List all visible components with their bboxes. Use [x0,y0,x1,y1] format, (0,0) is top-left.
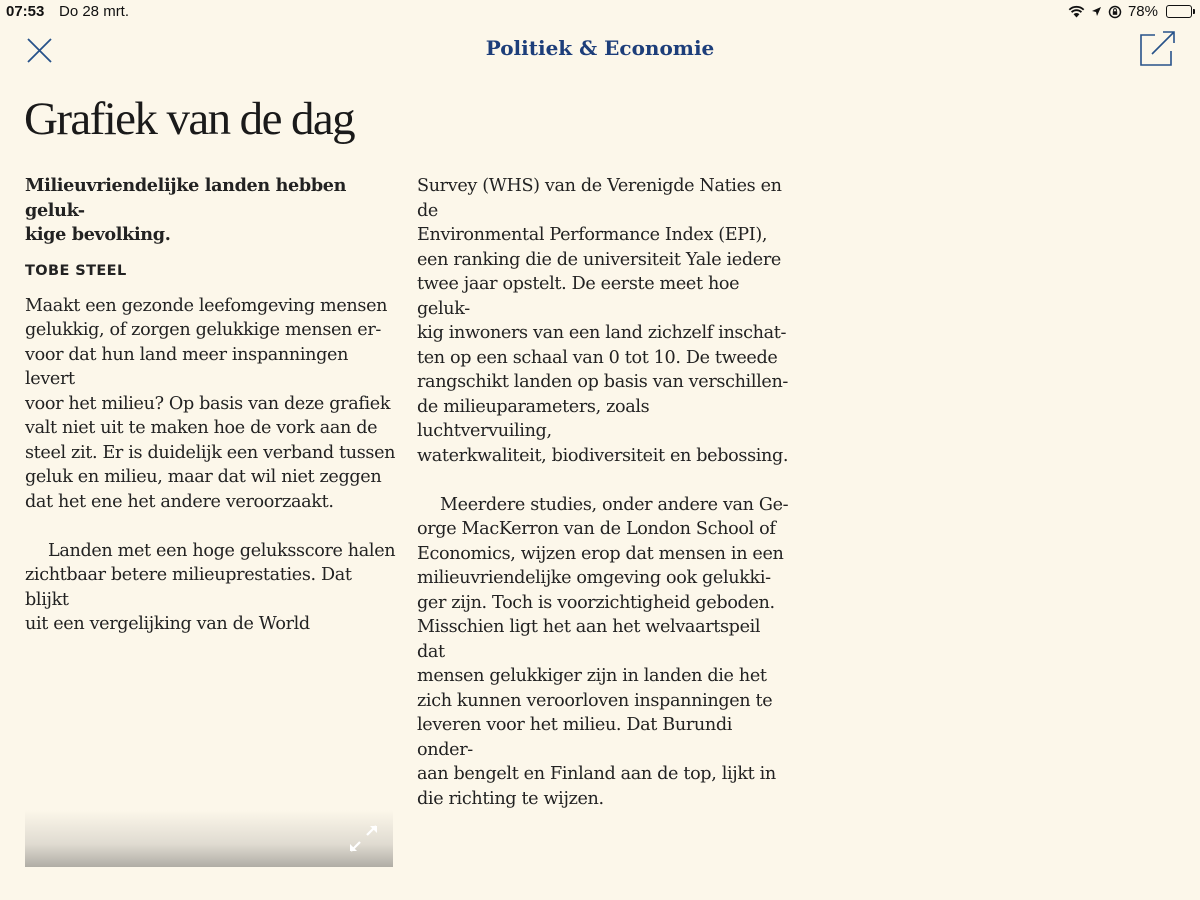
article-headline: Grafiek van de dag [24,93,355,145]
section-title: Politiek & Economie [485,36,715,60]
article-text-line: Survey (WHS) van de Verenigde Naties en de [417,176,782,221]
wifi-icon [1068,5,1085,18]
share-button[interactable] [1138,30,1178,68]
article-paragraph [417,174,789,468]
article-text-line: kig inwoners van een land zichzelf inschat- [417,323,787,343]
article-text-line: geluk en milieu, maar dat wil niet zeggen [25,467,382,487]
article-lead-line: kige bevolking. [25,224,171,245]
article-text-line: leveren voor het milieu. Dat Burundi onder- [417,715,733,760]
status-bar [0,0,1200,24]
expand-chart-button[interactable] [345,818,381,856]
article-text-line: aan bengelt en Finland aan de top, lijkt in [417,764,776,784]
article-author: TOBE STEEL [25,262,127,279]
article-text-line: gelukkig, of zorgen gelukkige mensen er- [25,320,382,340]
article-text-line: voor dat hun land meer inspanningen levert [25,344,349,389]
status-date: Do 28 mrt. [59,3,130,20]
article-text-line: valt niet uit te maken hoe de vork aan de [25,418,378,438]
location-icon [1091,6,1102,17]
article-text-line: een ranking die de universiteit Yale iedere [417,249,781,270]
article-text-line: Maakt een gezonde leefomgeving mensen [25,295,388,316]
scatter-chart[interactable] [25,638,393,867]
article-text-line: de milieuparameters, zoals luchtvervuiling, [417,396,650,441]
article-text-line: Meerdere studies, onder andere van Ge- [440,494,789,515]
article-text-line: mensen gelukkiger zijn in landen die het [417,666,767,686]
article-text-line: Economics, wijzen erop dat mensen in een [417,543,784,564]
article-text-line: milieuvriendelijke omgeving ook gelukki- [417,568,771,588]
article-column-1 [25,174,400,661]
article-text-line: orge MacKerron van de London School of [417,519,776,539]
article-text-line: twee jaar opstelt. De eerste meet hoe geluk- [417,274,740,319]
article-text-line: waterkwaliteit, biodiversiteit en bebossing. [417,445,789,466]
expand-icon [345,818,381,856]
article-paragraph [25,294,400,515]
article-text-line: dat het ene het andere veroorzaakt. [25,491,334,512]
status-indicators [1068,3,1192,20]
article-column-2 [417,174,789,811]
article-text-line: Environmental Performance Index (EPI), [417,225,768,245]
article-text-line: ger zijn. Toch is voorzichtigheid geboden. [417,592,775,613]
article-paragraph [417,493,789,812]
battery-icon [1166,5,1192,18]
article-text-line: uit een vergelijking van de World [25,614,310,634]
article-text-line: ten op een schaal van 0 tot 10. De tweede [417,347,778,368]
chart-canvas [25,638,393,867]
article-text-line: steel zit. Er is duidelijk een verband tussen [25,442,396,463]
share-icon [1138,30,1178,68]
article-lead-line: Milieuvriendelijke landen hebben geluk- [25,175,347,221]
article-text-line: Misschien ligt het aan het welvaartspeil dat [417,617,761,662]
article-text-line: Landen met een hoge geluksscore halen [48,540,396,561]
article-text-line: zich kunnen veroorloven inspanningen te [417,690,773,711]
battery-percentage: 78% [1127,3,1158,20]
article-text-line: rangschikt landen op basis van verschillen- [417,372,789,392]
article-text-line: zichtbaar betere milieuprestaties. Dat blijkt [25,565,352,610]
article-text-line: voor het milieu? Op basis van deze grafiek [25,393,391,414]
rotation-lock-icon [1108,5,1122,19]
article-text-line: die richting te wijzen. [417,788,604,809]
status-time: 07:53 [6,3,45,20]
